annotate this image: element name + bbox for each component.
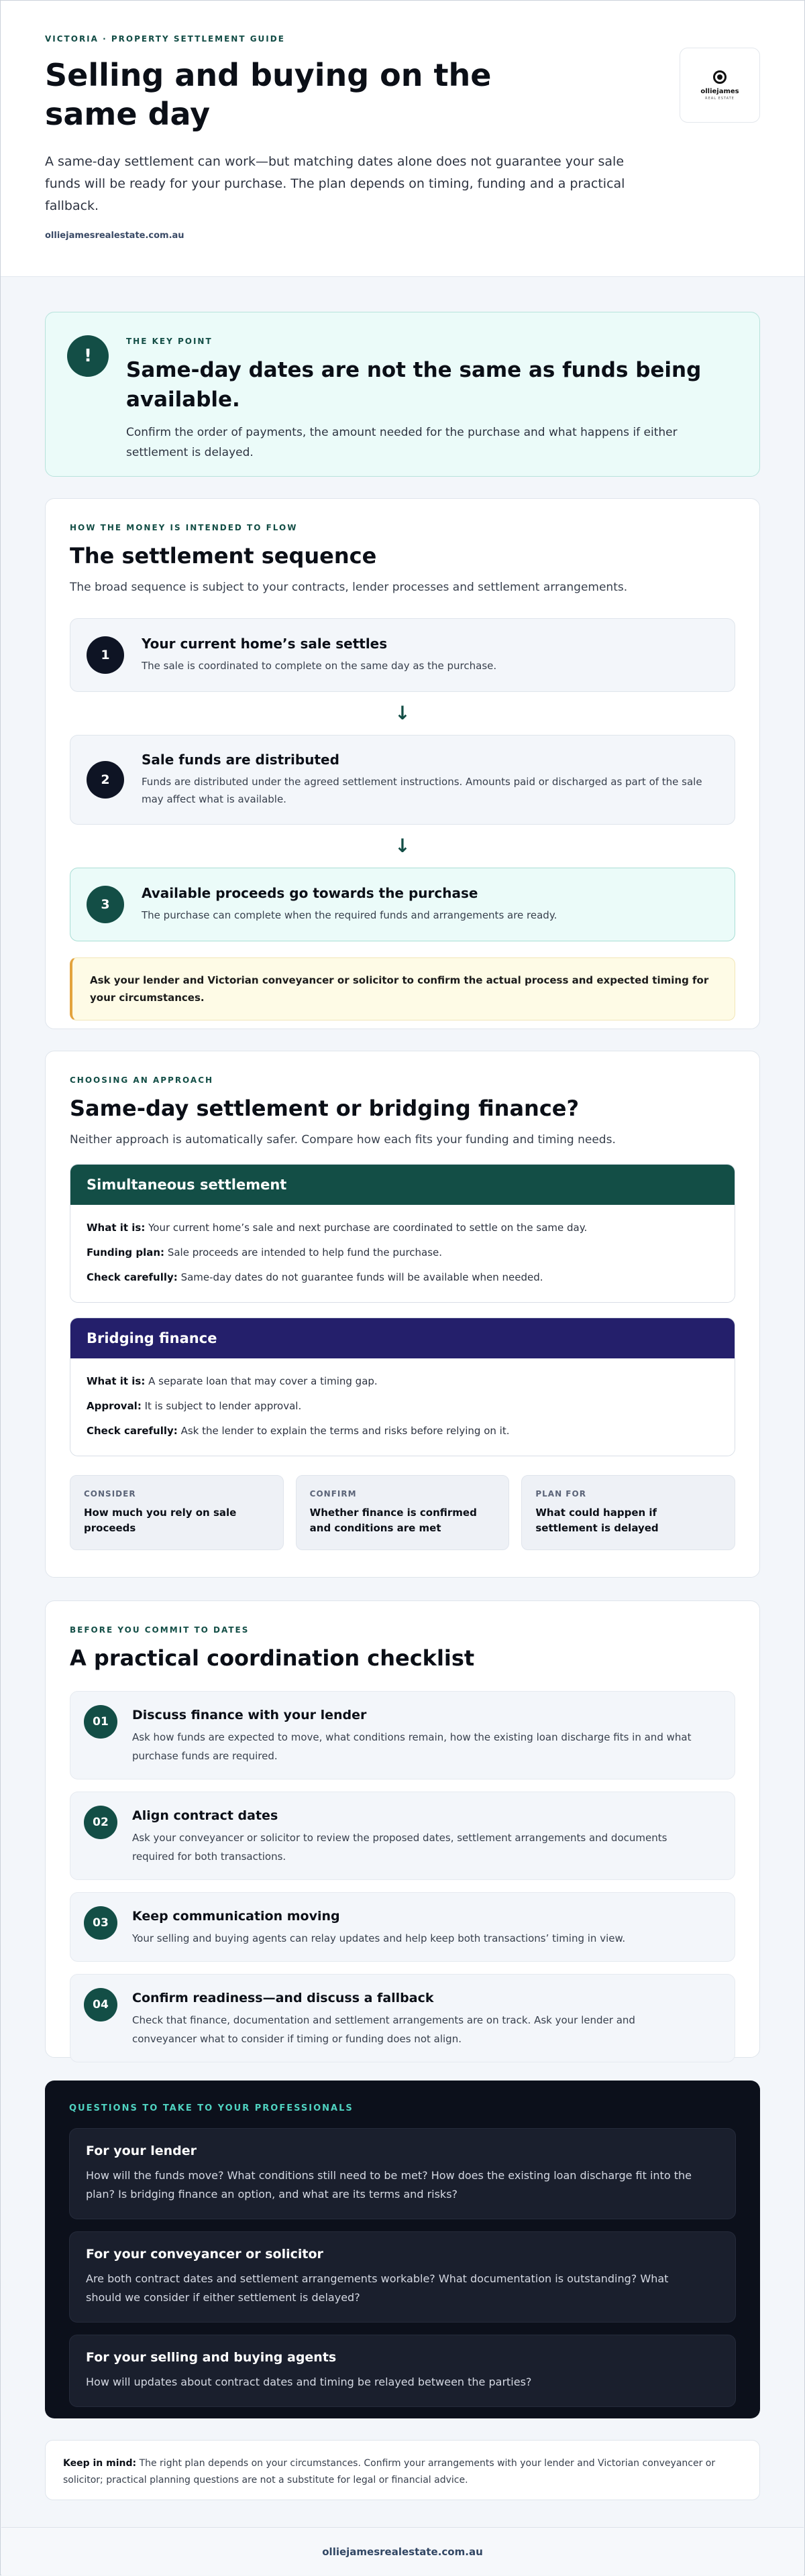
questions-label: QUESTIONS TO TAKE TO YOUR PROFESSIONALS bbox=[69, 2103, 354, 2113]
question-text: How will the funds move? What conditions still need to be met? How does the existing loan discharge fit into the plan? Is bridging finance an option, and what are its terms and risks? bbox=[86, 2169, 692, 2201]
option-row: Approval: It is subject to lender approval. bbox=[87, 1400, 302, 1412]
settlement-sequence-card bbox=[45, 498, 760, 1029]
hero-header bbox=[1, 1, 804, 277]
option-row: Check carefully: Same-day dates do not guarantee funds will be available when needed. bbox=[87, 1271, 543, 1283]
intro-text: A same-day settlement can work—but matching dates alone does not guarantee your sale funds will be ready for your purchase. The plan depends on timing, funding and a practical fallback. bbox=[45, 154, 625, 213]
logo-subtext: REAL ESTATE bbox=[705, 96, 735, 101]
option-bridging-finance bbox=[70, 1318, 735, 1456]
item-title: Keep communication moving bbox=[132, 1909, 340, 1924]
step-title: Sale funds are distributed bbox=[142, 752, 339, 768]
checklist-item bbox=[70, 1892, 735, 1962]
key-point-body bbox=[126, 335, 716, 459]
section-label: CHOOSING AN APPROACH bbox=[70, 1075, 214, 1085]
website-link[interactable]: olliejamesrealestate.com.au bbox=[45, 231, 184, 241]
disclaimer-note bbox=[45, 2440, 760, 2500]
item-text: Check that finance, documentation and settlement arrangements are on track. Ask your lender and conveyancer what to consider if timing or funding does not align. bbox=[132, 2014, 635, 2045]
question-box bbox=[69, 2335, 736, 2407]
section-title: A practical coordination checklist bbox=[70, 1645, 475, 1671]
item-number: 04 bbox=[84, 1988, 117, 2022]
guide-eyebrow: VICTORIA · PROPERTY SETTLEMENT GUIDE bbox=[45, 34, 285, 44]
question-text: Are both contract dates and settlement arrangements workable? What documentation is outstanding? What should we consider if either settlement is delayed? bbox=[86, 2272, 669, 2304]
option-row: Funding plan: Sale proceeds are intended to help fund the purchase. bbox=[87, 1246, 443, 1258]
step-text: The sale is coordinated to complete on the same day as the purchase. bbox=[142, 660, 497, 672]
step-text: The purchase can complete when the required funds and arrangements are ready. bbox=[142, 909, 557, 921]
key-point-label: THE KEY POINT bbox=[126, 337, 213, 346]
option-row: What it is: Your current home’s sale and next purchase are coordinated to settle on the same day. bbox=[87, 1222, 588, 1234]
checklist-item bbox=[70, 1792, 735, 1880]
key-point-title: Same-day dates are not the same as funds being available. bbox=[126, 358, 702, 412]
sequence-step bbox=[70, 618, 735, 692]
question-audience: For your conveyancer or solicitor bbox=[86, 2247, 323, 2262]
section-label: HOW THE MONEY IS INTENDED TO FLOW bbox=[70, 523, 298, 532]
item-text: Ask how funds are expected to move, what conditions remain, how the existing loan discharge fits in and what purchase funds are required. bbox=[132, 1731, 692, 1762]
item-title: Align contract dates bbox=[132, 1808, 278, 1823]
brand-logo bbox=[680, 48, 760, 123]
factor-confirm: CONFIRM Whether finance is confirmed and conditions are met bbox=[296, 1475, 510, 1550]
step-number: 3 bbox=[87, 886, 124, 923]
item-title: Confirm readiness—and discuss a fallback bbox=[132, 1991, 434, 2005]
page-footer bbox=[1, 2527, 804, 2575]
sequence-step-final bbox=[70, 868, 735, 941]
arrow-down-icon: ↓ bbox=[394, 702, 411, 724]
option-simultaneous-settlement bbox=[70, 1164, 735, 1303]
approach-card bbox=[45, 1051, 760, 1578]
footer-website-link[interactable]: olliejamesrealestate.com.au bbox=[322, 2546, 483, 2558]
option-row: What it is: A separate loan that may cover a timing gap. bbox=[87, 1375, 378, 1387]
logo-wordmark: olliejames bbox=[700, 87, 739, 95]
page-title: Selling and buying on the same day bbox=[45, 57, 492, 132]
item-number: 03 bbox=[84, 1906, 117, 1940]
step-number: 1 bbox=[87, 636, 124, 674]
content-wrapper bbox=[1, 312, 804, 2500]
section-title: Same-day settlement or bridging finance? bbox=[70, 1096, 580, 1121]
section-description: The broad sequence is subject to your contracts, lender processes and settlement arrangements. bbox=[70, 581, 628, 594]
step-text: Funds are distributed under the agreed settlement instructions. Amounts paid or discharged as part of the sale may affect what is available. bbox=[142, 776, 702, 805]
step-title: Your current home’s sale settles bbox=[142, 636, 388, 652]
option-row: Check carefully: Ask the lender to explain the terms and risks before relying on it. bbox=[87, 1425, 510, 1437]
disclaimer-text: The right plan depends on your circumstances. Confirm your arrangements with your lender and Victorian conveyancer or solicitor; practical planning questions are not a substitute for legal or financial advice. bbox=[63, 2458, 716, 2485]
option-title: Simultaneous settlement bbox=[70, 1165, 735, 1205]
item-title: Discuss finance with your lender bbox=[132, 1708, 367, 1722]
item-text: Your selling and buying agents can relay updates and help keep both transactions’ timing in view. bbox=[132, 1932, 626, 1944]
factor-plan-for: PLAN FOR What could happen if settlement is delayed bbox=[521, 1475, 735, 1550]
factor-consider: CONSIDER How much you rely on sale proceeds bbox=[70, 1475, 284, 1550]
step-title: Available proceeds go towards the purchase bbox=[142, 885, 478, 901]
question-box bbox=[69, 2128, 736, 2219]
key-point-text: Confirm the order of payments, the amount needed for the purchase and what happens if either settlement is delayed. bbox=[126, 426, 678, 459]
process-note: Ask your lender and Victorian conveyancer or solicitor to confirm the actual process and expected timing for your circumstances. bbox=[70, 957, 735, 1020]
section-title: The settlement sequence bbox=[70, 543, 377, 569]
logo-mark-icon bbox=[713, 70, 727, 84]
checklist-item bbox=[70, 1691, 735, 1779]
sequence-step bbox=[70, 735, 735, 825]
question-box bbox=[69, 2231, 736, 2323]
step-number: 2 bbox=[87, 761, 124, 799]
exclamation-icon: ! bbox=[67, 335, 109, 377]
decision-factors bbox=[70, 1475, 735, 1550]
item-number: 01 bbox=[84, 1705, 117, 1739]
section-label: BEFORE YOU COMMIT TO DATES bbox=[70, 1625, 250, 1635]
question-audience: For your selling and buying agents bbox=[86, 2350, 337, 2365]
option-title: Bridging finance bbox=[70, 1318, 735, 1358]
key-point-card bbox=[45, 312, 760, 477]
arrow-down-icon: ↓ bbox=[394, 835, 411, 857]
checklist-item bbox=[70, 1974, 735, 2062]
section-description: Neither approach is automatically safer. Compare how each fits your funding and timing needs. bbox=[70, 1133, 616, 1147]
disclaimer-label: Keep in mind: bbox=[63, 2458, 137, 2469]
item-number: 02 bbox=[84, 1806, 117, 1839]
professional-questions-card bbox=[45, 2081, 760, 2418]
question-text: How will updates about contract dates and timing be relayed between the parties? bbox=[86, 2376, 532, 2388]
question-audience: For your lender bbox=[86, 2144, 197, 2158]
item-text: Ask your conveyancer or solicitor to review the proposed dates, settlement arrangements and documents required for both transactions. bbox=[132, 1832, 667, 1863]
checklist-card bbox=[45, 1600, 760, 2058]
